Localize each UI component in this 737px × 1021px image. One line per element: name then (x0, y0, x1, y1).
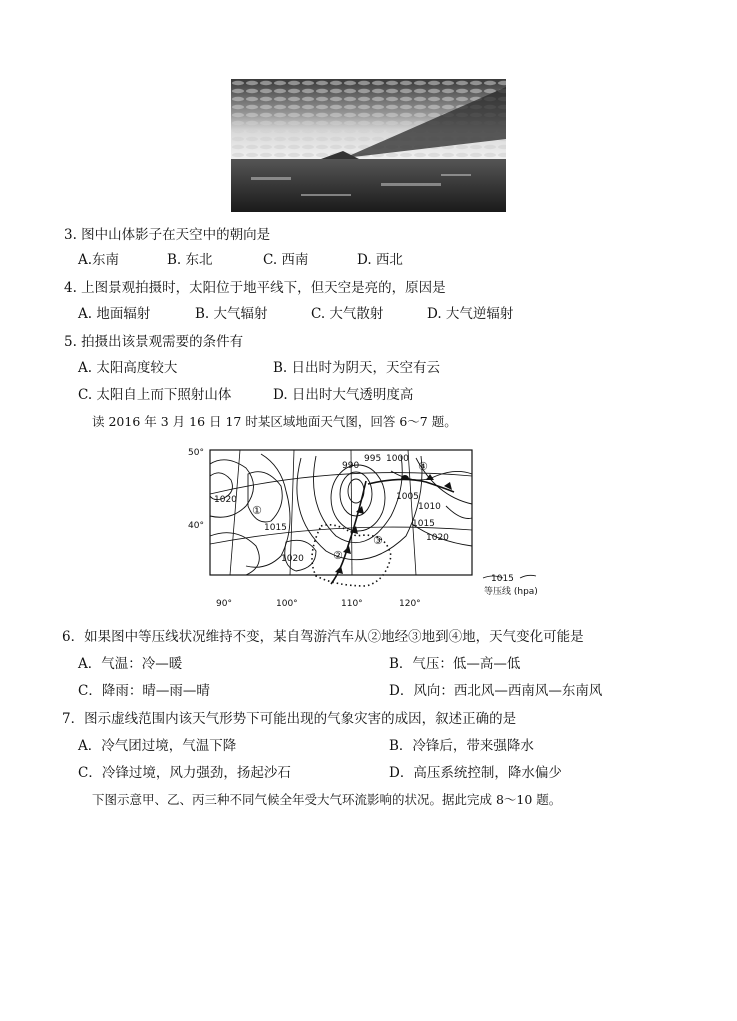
question-4-stem: 4. 上图景观拍摄时，太阳位于地平线下，但天空是亮的，原因是 (64, 280, 446, 296)
question-3-option-b: B. 东北 (167, 252, 213, 268)
question-4-option-d: D. 大气逆辐射 (427, 306, 514, 322)
question-5-stem: 5. 拍摄出该景观需要的条件有 (64, 334, 244, 350)
question-5-option-b: B. 日出时为阴天，天空有云 (273, 360, 441, 376)
lon-label-120: 120° (399, 599, 421, 609)
isobar-label: 1005 (396, 492, 419, 502)
question-6-option-c: C．降雨：晴—雨—晴 (78, 683, 210, 699)
question-6-option-a: A．气温：冷—暖 (78, 656, 183, 672)
weather-map (186, 446, 546, 616)
lon-label-110: 110° (341, 599, 363, 609)
question-4-option-b: B. 大气辐射 (195, 306, 268, 322)
question-7-stem: 7．图示虚线范围内该天气形势下可能出现的气象灾害的成因，叙述正确的是 (62, 711, 517, 727)
question-7-option-b: B．冷锋后，带来强降水 (389, 738, 534, 754)
isobar-label: 1015 (412, 519, 435, 529)
legend-value: 1015 (491, 574, 514, 584)
question-4-option-c: C. 大气散射 (311, 306, 384, 322)
question-6-option-b: B．气压：低—高—低 (389, 656, 521, 672)
point-label-2: ② (333, 549, 343, 562)
question-5-option-c: C. 太阳自上而下照射山体 (78, 387, 232, 403)
lat-label-50: 50° (188, 448, 204, 458)
question-4-option-a: A. 地面辐射 (78, 306, 151, 322)
legend-caption: 等压线 (hpa) (484, 587, 538, 597)
isobar-label: 1000 (386, 454, 409, 464)
question-3-option-d: D. 西北 (357, 252, 403, 268)
isobar-label: 1015 (264, 523, 287, 533)
question-3-option-a: A.东南 (78, 252, 120, 268)
question-7-option-a: A．冷气团过境，气温下降 (78, 738, 237, 754)
question-6-stem: 6．如果图中等压线状况维持不变，某自驾游汽车从②地经③地到④地，天气变化可能是 (62, 629, 584, 645)
question-5-option-a: A. 太阳高度较大 (78, 360, 178, 376)
lon-label-90: 90° (216, 599, 232, 609)
lon-label-100: 100° (276, 599, 298, 609)
isobar-label: 1020 (214, 495, 237, 505)
point-label-3: ③ (373, 534, 383, 547)
question-7-option-c: C．冷锋过境，风力强劲，扬起沙石 (78, 765, 291, 781)
question-3-option-c: C. 西南 (263, 252, 309, 268)
intro-questions-8-10: 下图示意甲、乙、丙三种不同气候全年受大气环流影响的状况。据此完成 8～10 题。 (92, 792, 562, 807)
isobar-label: 990 (342, 461, 360, 471)
question-7-option-d: D．高压系统控制，降水偏少 (389, 765, 562, 781)
question-3-stem: 3. 图中山体影子在天空中的朝向是 (64, 227, 271, 243)
isobar-label: 995 (364, 454, 382, 464)
question-5-option-d: D. 日出时大气透明度高 (273, 387, 414, 403)
mountain-shadow-photo (231, 79, 506, 212)
point-label-4: ④ (418, 460, 428, 473)
intro-questions-6-7: 读 2016 年 3 月 16 日 17 时某区域地面天气图，回答 6～7 题。 (92, 414, 457, 429)
lat-label-40: 40° (188, 521, 204, 531)
question-6-option-d: D．风向：西北风—西南风—东南风 (389, 683, 603, 699)
isobar-label: 1020 (426, 533, 449, 543)
isobar-label: 1020 (281, 554, 304, 564)
front-east (368, 479, 454, 492)
point-label-1: ① (252, 504, 262, 517)
isobar-label: 1010 (418, 502, 441, 512)
